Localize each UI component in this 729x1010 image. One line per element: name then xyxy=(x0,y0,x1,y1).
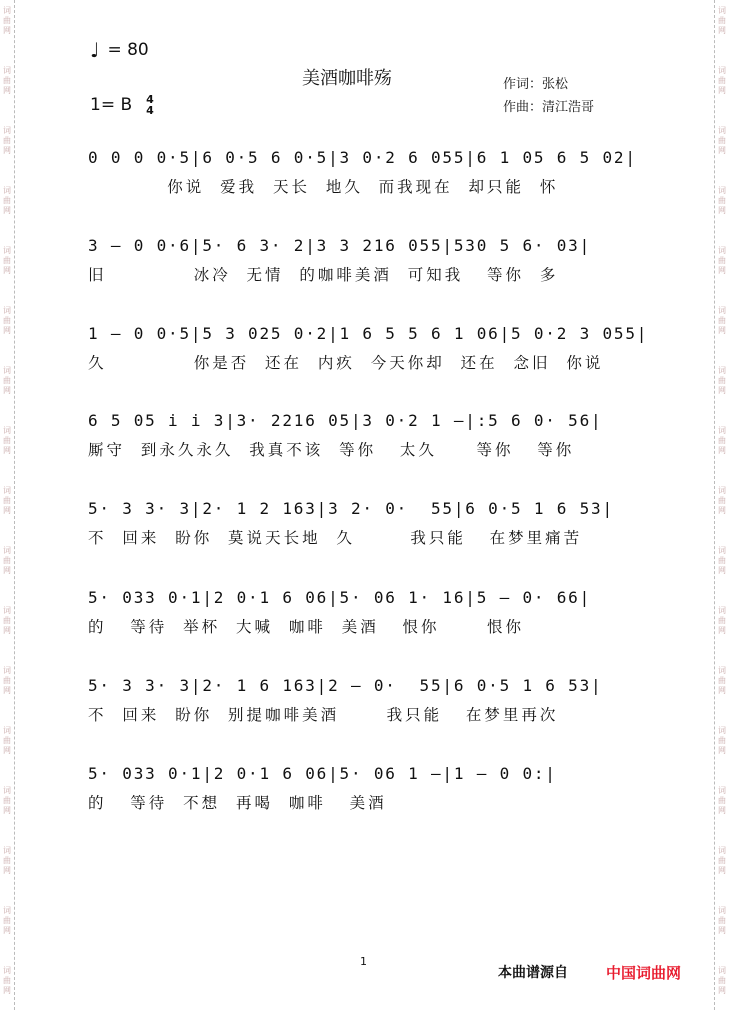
right-watermark-strip xyxy=(714,0,729,1010)
watermark-mark: 词 曲 网 xyxy=(718,666,726,695)
notation-line: 5· 033 0·1|2 0·1 6 06|5· 06 1· 16|5 – 0· 66| xyxy=(88,588,592,607)
tempo-value: = 80 xyxy=(107,40,149,60)
time-signature-top: 4 xyxy=(146,93,154,106)
watermark-mark: 词 曲 网 xyxy=(718,6,726,35)
lyric-line: 厮守 到永久永久 我真不该 等你 太久 等你 等你 xyxy=(88,441,575,459)
lyricist: 作词：张松 xyxy=(503,77,569,92)
watermark-mark: 词 曲 网 xyxy=(718,246,726,275)
watermark-mark: 词 曲 网 xyxy=(718,786,726,815)
quarter-note-icon: ♩ xyxy=(90,38,100,62)
watermark-mark: 词 曲 网 xyxy=(3,606,11,635)
watermark-mark: 词 曲 网 xyxy=(718,486,726,515)
watermark-mark: 词 曲 网 xyxy=(3,726,11,755)
watermark-mark: 词 曲 网 xyxy=(3,486,11,515)
watermark-mark: 词 曲 网 xyxy=(3,126,11,155)
composer: 作曲：清江浩哥 xyxy=(503,100,595,115)
watermark-mark: 词 曲 网 xyxy=(3,786,11,815)
watermark-mark: 词 曲 网 xyxy=(3,966,11,995)
notation-line: 1 – 0 0·5|5 3 025 0·2|1 6 5 5 6 1 06|5 0·2 3 055| xyxy=(88,324,649,343)
source-site-link[interactable]: 中国词曲网 xyxy=(606,964,682,982)
watermark-mark: 词 曲 网 xyxy=(718,546,726,575)
watermark-mark: 词 曲 网 xyxy=(3,246,11,275)
lyric-line: 不 回来 盼你 莫说天长地 久 我只能 在梦里痛苦 xyxy=(88,529,583,547)
watermark-mark: 词 曲 网 xyxy=(3,366,11,395)
page-number: 1 xyxy=(360,955,367,968)
watermark-mark: 词 曲 网 xyxy=(718,366,726,395)
watermark-mark: 词 曲 网 xyxy=(718,186,726,215)
watermark-mark: 词 曲 网 xyxy=(3,66,11,95)
notation-line: 3 – 0 0·6|5· 6 3· 2|3 3 216 055|530 5 6· 03| xyxy=(88,236,592,255)
lyric-line: 的 等待 举杯 大喊 咖啡 美酒 恨你 恨你 xyxy=(88,618,525,636)
notation-line: 5· 033 0·1|2 0·1 6 06|5· 06 1 –|1 – 0 0:| xyxy=(88,764,557,783)
watermark-mark: 词 曲 网 xyxy=(718,426,726,455)
watermark-mark: 词 曲 网 xyxy=(718,306,726,335)
credits xyxy=(503,73,594,119)
time-signature xyxy=(146,94,154,116)
notation-line: 0 0 0 0·5|6 0·5 6 0·5|3 0·2 6 055|6 1 05 6 5 02| xyxy=(88,148,637,167)
watermark-mark: 词 曲 网 xyxy=(718,906,726,935)
lyric-line: 久 你是否 还在 内疚 今天你却 还在 念旧 你说 xyxy=(88,354,604,372)
watermark-mark: 词 曲 网 xyxy=(3,186,11,215)
watermark-mark: 词 曲 网 xyxy=(3,906,11,935)
notation-line: 5· 3 3· 3|2· 1 2 163|3 2· 0· 55|6 0·5 1 6 53| xyxy=(88,499,614,518)
time-signature-bottom: 4 xyxy=(146,104,154,117)
watermark-mark: 词 曲 网 xyxy=(3,426,11,455)
tempo-mark xyxy=(90,40,149,60)
lyric-line: 旧 冰冷 无情 的咖啡美酒 可知我 等你 多 xyxy=(88,266,559,284)
key-signature xyxy=(90,94,154,116)
left-watermark-strip xyxy=(0,0,15,1010)
watermark-mark: 词 曲 网 xyxy=(718,846,726,875)
notation-line: 6 5 05 i i 3|3· 2216 05|3 0·2 1 –|:5 6 0· 56| xyxy=(88,411,603,430)
source-label: 本曲谱源自 xyxy=(498,965,568,981)
song-title: 美酒咖啡殇 xyxy=(302,68,392,89)
lyric-line: 你说 爱我 天长 地久 而我现在 却只能 怀 xyxy=(88,178,559,196)
watermark-mark: 词 曲 网 xyxy=(718,726,726,755)
key-value: 1= B xyxy=(90,95,133,115)
lyric-line: 不 回来 盼你 别提咖啡美酒 我只能 在梦里再次 xyxy=(88,706,559,724)
watermark-mark: 词 曲 网 xyxy=(3,546,11,575)
watermark-mark: 词 曲 网 xyxy=(718,66,726,95)
watermark-mark: 词 曲 网 xyxy=(718,126,726,155)
watermark-mark: 词 曲 网 xyxy=(718,966,726,995)
watermark-mark: 词 曲 网 xyxy=(3,666,11,695)
watermark-mark: 词 曲 网 xyxy=(3,306,11,335)
watermark-mark: 词 曲 网 xyxy=(3,846,11,875)
notation-line: 5· 3 3· 3|2· 1 6 163|2 – 0· 55|6 0·5 1 6 53| xyxy=(88,676,603,695)
watermark-mark: 词 曲 网 xyxy=(718,606,726,635)
watermark-mark: 词 曲 网 xyxy=(3,6,11,35)
lyric-line: 的 等待 不想 再喝 咖啡 美酒 xyxy=(88,794,387,812)
